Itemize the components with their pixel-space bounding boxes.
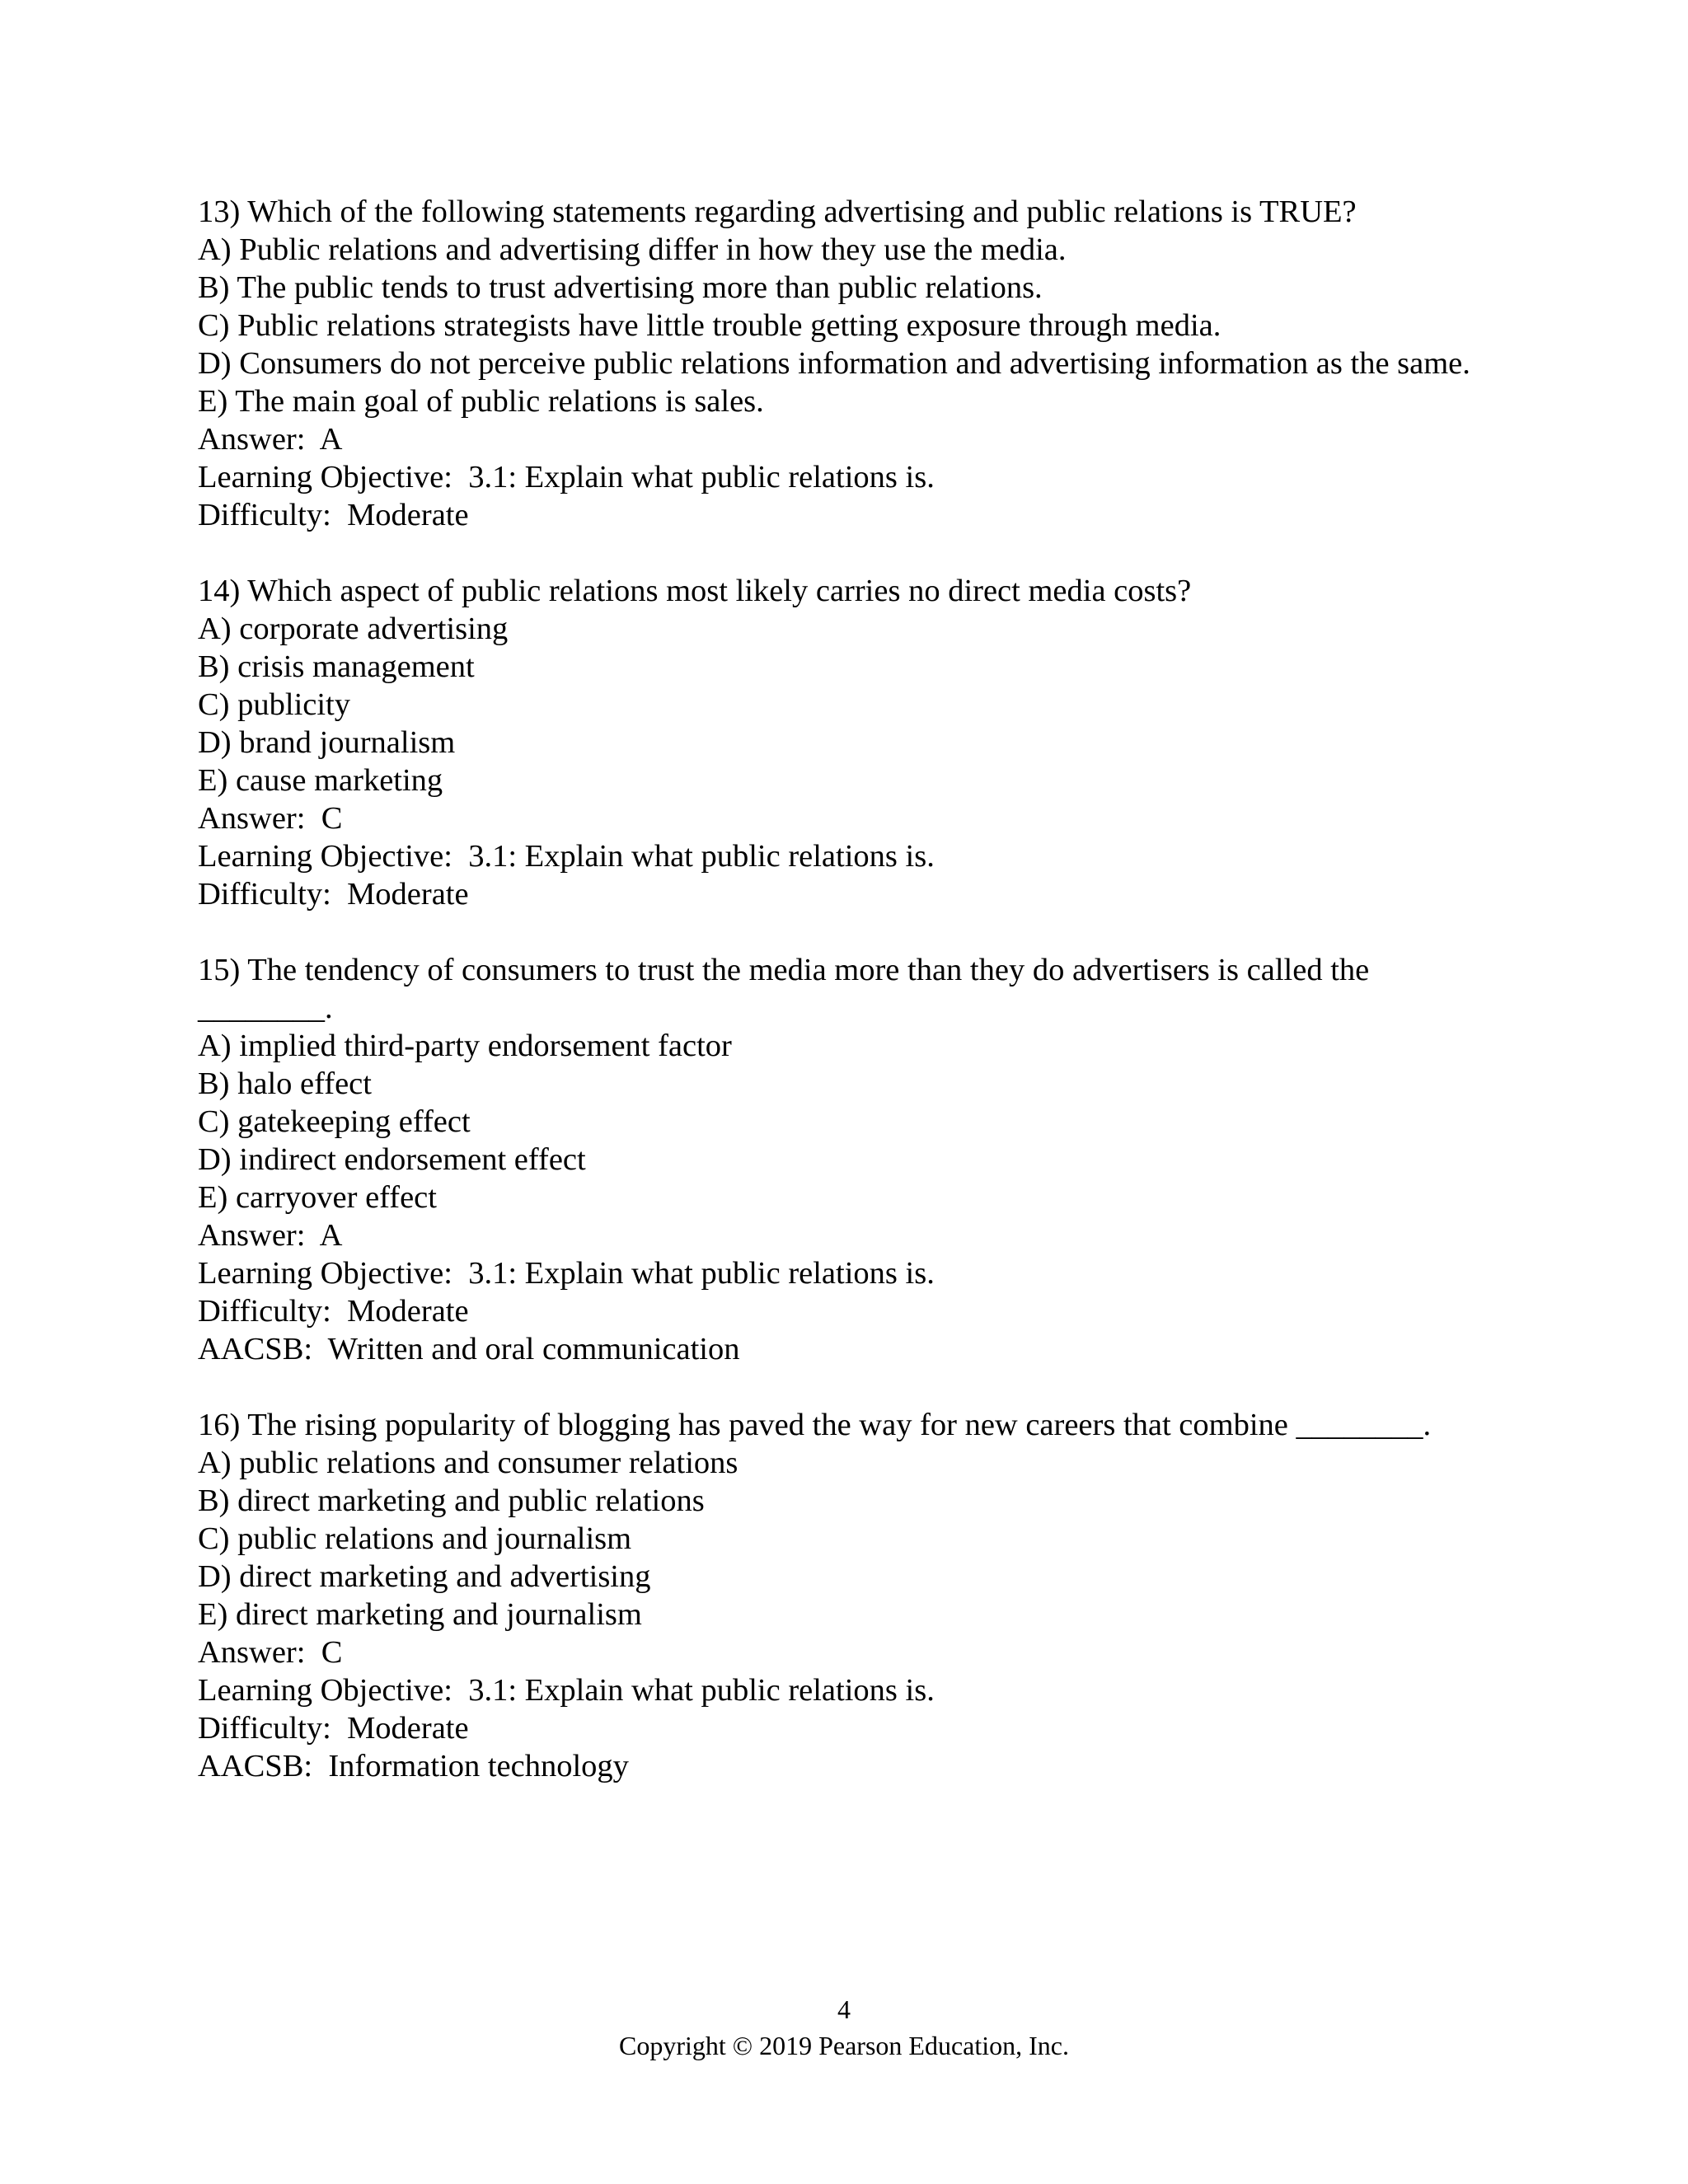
option-a: A) Public relations and advertising differ in how they use the media. xyxy=(198,232,1067,267)
learning-objective: Learning Objective: 3.1: Explain what public relations is. xyxy=(198,1256,935,1291)
learning-objective: Learning Objective: 3.1: Explain what public relations is. xyxy=(198,1673,935,1708)
page-number: 4 xyxy=(837,1994,851,2024)
option-b: B) The public tends to trust advertising more than public relations. xyxy=(198,270,1043,305)
option-e: E) cause marketing xyxy=(198,763,443,798)
answer: Answer: A xyxy=(198,422,343,457)
option-d: D) direct marketing and advertising xyxy=(198,1559,651,1594)
answer: Answer: C xyxy=(198,1635,343,1670)
option-e: E) direct marketing and journalism xyxy=(198,1597,642,1632)
question-15 xyxy=(198,951,1500,1368)
learning-objective: Learning Objective: 3.1: Explain what public relations is. xyxy=(198,839,935,874)
option-c: C) public relations and journalism xyxy=(198,1521,632,1556)
question-list xyxy=(198,193,1500,1823)
difficulty: Difficulty: Moderate xyxy=(198,498,469,532)
option-b: B) halo effect xyxy=(198,1066,372,1101)
option-e: E) carryover effect xyxy=(198,1180,437,1215)
question-text: 13) Which of the following statements regarding advertising and public relations is TRUE? xyxy=(198,194,1357,229)
option-a: A) implied third-party endorsement factor xyxy=(198,1029,732,1063)
difficulty: Difficulty: Moderate xyxy=(198,1711,469,1746)
option-c: C) gatekeeping effect xyxy=(198,1104,471,1139)
aacsb: AACSB: Written and oral communication xyxy=(198,1332,740,1366)
option-d: D) brand journalism xyxy=(198,725,456,760)
option-b: B) crisis management xyxy=(198,649,475,684)
question-13 xyxy=(198,193,1500,534)
option-c: C) Public relations strategists have little trouble getting exposure through media. xyxy=(198,308,1221,343)
learning-objective: Learning Objective: 3.1: Explain what public relations is. xyxy=(198,460,935,494)
difficulty: Difficulty: Moderate xyxy=(198,1294,469,1329)
question-text: 15) The tendency of consumers to trust the media more than they do advertisers is called the ________. xyxy=(198,953,1377,1025)
question-14 xyxy=(198,572,1500,913)
option-d: D) Consumers do not perceive public relations information and advertising information as the same. xyxy=(198,346,1470,381)
option-e: E) The main goal of public relations is sales. xyxy=(198,384,764,419)
option-c: C) publicity xyxy=(198,687,350,722)
option-a: A) public relations and consumer relations xyxy=(198,1446,738,1480)
answer: Answer: A xyxy=(198,1218,343,1253)
aacsb: AACSB: Information technology xyxy=(198,1749,629,1783)
option-d: D) indirect endorsement effect xyxy=(198,1142,586,1177)
difficulty: Difficulty: Moderate xyxy=(198,877,469,912)
option-a: A) corporate advertising xyxy=(198,612,509,646)
copyright-notice: Copyright © 2019 Pearson Education, Inc. xyxy=(619,2031,1069,2060)
option-b: B) direct marketing and public relations xyxy=(198,1483,705,1518)
question-text: 16) The rising popularity of blogging has paved the way for new careers that combine ________. xyxy=(198,1408,1432,1442)
question-16 xyxy=(198,1406,1500,1785)
question-text: 14) Which aspect of public relations most likely carries no direct media costs? xyxy=(198,574,1192,608)
answer: Answer: C xyxy=(198,801,343,836)
